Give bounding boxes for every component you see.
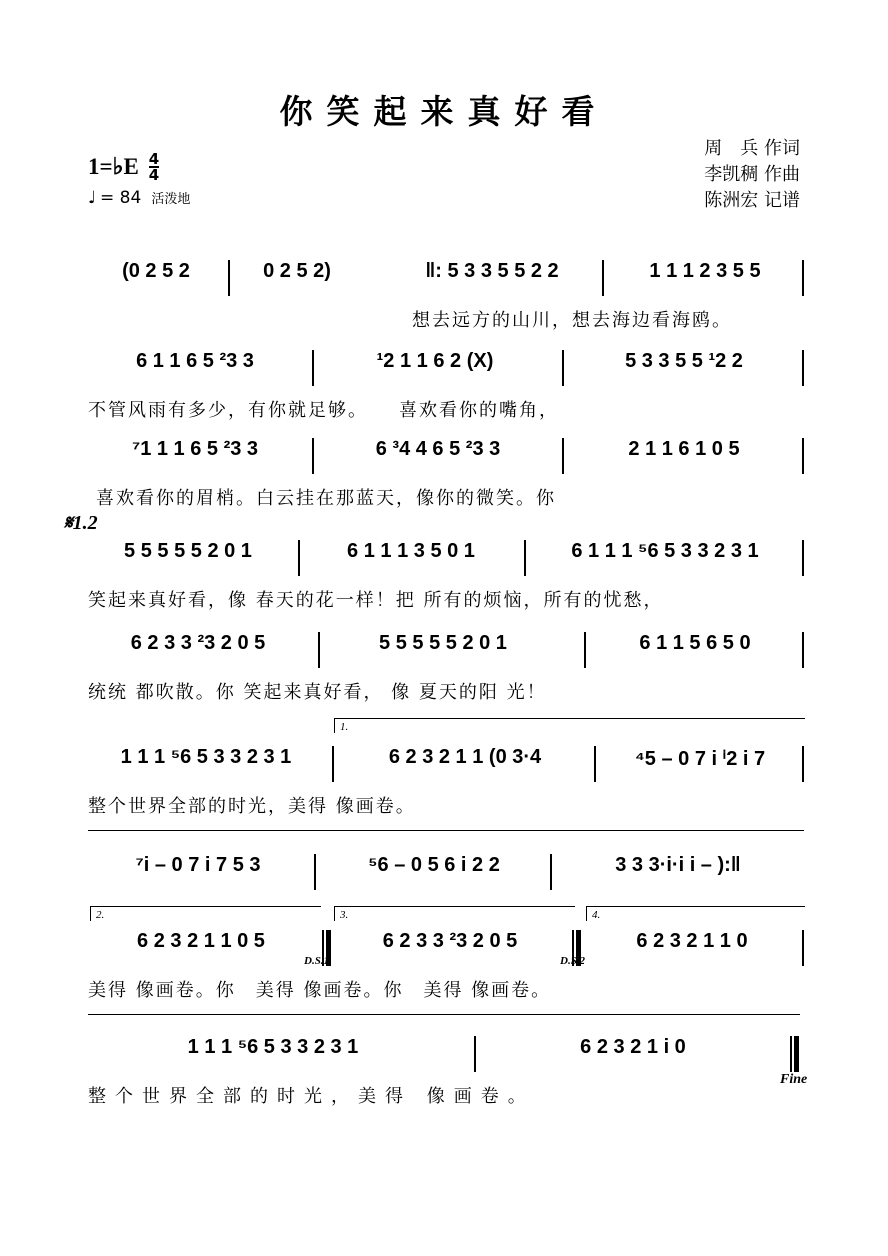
- measure: 5 5 5 5 5 2 0 1: [124, 540, 252, 562]
- measure: 5 3 3 5 5 ¹2 2: [625, 350, 743, 372]
- measure: 0 2 5 2): [263, 260, 331, 282]
- measure: 3 3 3·i·i i – ):‖: [615, 854, 741, 876]
- lyrics-line: 不管风雨有多少，有你就足够。 喜欢看你的嘴角，: [88, 400, 559, 421]
- barline: [332, 746, 334, 782]
- transcriber-credit: 陈洲宏 记谱: [704, 190, 800, 211]
- score-row-9: [88, 1036, 804, 1106]
- measure: 6 ³4 4 6 5 ²3 3: [375, 438, 501, 460]
- lyrics-line: 整个世界全部的时光，美得 像画卷。: [88, 1086, 535, 1107]
- score-row-7: [88, 854, 804, 900]
- measure: 6 2 3 3 ²3 2 0 5: [130, 632, 266, 654]
- measure: ⁷1 1 1 6 5 ²3 3: [131, 438, 259, 460]
- tempo-value: = 84: [100, 188, 142, 208]
- segno-mark: 𝄋1.2: [64, 512, 98, 534]
- volta-bracket-1: [334, 718, 805, 733]
- time-sig-bottom: 4: [148, 166, 160, 184]
- tempo-marking: [88, 188, 190, 208]
- barline: [312, 350, 314, 386]
- measure: 6 2 3 2 1 1 0: [636, 930, 748, 952]
- barline: [802, 438, 804, 474]
- score-row-2: [88, 350, 804, 420]
- measure: 6 1 1 5 6 5 0: [639, 632, 751, 654]
- measure: 2 1 1 6 1 0 5: [628, 438, 740, 460]
- lyrics-line: 喜欢看你的眉梢。白云挂在那蓝天，像你的微笑。你: [96, 488, 556, 509]
- volta-label: 4.: [592, 909, 601, 921]
- barline: [584, 632, 586, 668]
- music-line: [88, 854, 804, 894]
- measure: ⁷i – 0 7 i 7 5 3: [135, 854, 261, 876]
- measure: ⁵6 – 0 5 6 i 2 2: [368, 854, 500, 876]
- final-barline: [790, 1036, 799, 1072]
- lyrics-line: 美得 像画卷。你 美得 像画卷。你 美得 像画卷。: [88, 980, 552, 1001]
- measure: 1 1 1 ⁵6 5 3 3 2 3 1: [120, 746, 292, 768]
- music-line: [88, 350, 804, 390]
- score-row-1: [88, 260, 804, 330]
- volta-bracket-4: [586, 906, 805, 921]
- music-line: [88, 1036, 804, 1076]
- barline: [802, 260, 804, 296]
- volta-label: 3.: [340, 909, 349, 921]
- lyricist-credit: 周 兵 作词: [704, 138, 800, 159]
- barline: [802, 350, 804, 386]
- key-and-tempo: [88, 152, 190, 208]
- measure: 6 2 3 2 1 i 0: [580, 1036, 686, 1058]
- barline: [802, 540, 804, 576]
- score-row-6: [88, 746, 804, 816]
- quarter-note-icon: ♩: [88, 188, 97, 208]
- measure: 6 2 3 2 1 1 0 5: [137, 930, 265, 952]
- barline: [562, 350, 564, 386]
- volta-continuation-line: [88, 830, 804, 831]
- music-line: [88, 260, 804, 300]
- barline: [602, 260, 604, 296]
- measure: 1 1 1 2 3 5 5: [649, 260, 761, 282]
- key-signature: [88, 152, 190, 182]
- volta-bracket-3: [334, 906, 575, 921]
- time-sig-top: 4: [148, 150, 160, 168]
- barline: [802, 746, 804, 782]
- measure: ¹2 1 1 6 2 (X): [376, 350, 494, 372]
- barline: [298, 540, 300, 576]
- measure: 6 2 3 2 1 1 (0 3·4: [388, 746, 542, 768]
- measure: 6 1 1 6 5 ²3 3: [136, 350, 254, 372]
- volta-label: 1.: [340, 721, 349, 733]
- barline: [524, 540, 526, 576]
- barline: [562, 438, 564, 474]
- barline: [318, 632, 320, 668]
- time-signature: [149, 152, 159, 182]
- barline: [474, 1036, 476, 1072]
- barline: [802, 930, 804, 966]
- music-line: [88, 746, 804, 786]
- key-label: 1=♭E: [88, 154, 139, 179]
- barline: [594, 746, 596, 782]
- barline: [802, 632, 804, 668]
- composer-credit: 李凯稠 作曲: [704, 164, 800, 185]
- volta-label: 2.: [96, 909, 105, 921]
- score-row-5: [88, 632, 804, 702]
- tempo-style: 活泼地: [151, 192, 191, 207]
- section-line: [88, 1014, 800, 1015]
- score-row-3: [88, 438, 804, 508]
- score-row-4: [88, 540, 804, 610]
- lyrics-line: 统统 都吹散。你 笑起来真好看， 像 夏天的阳 光！: [88, 682, 547, 703]
- ds1-mark: D.S.1: [304, 955, 330, 967]
- song-title: 你笑起来真好看: [279, 92, 609, 131]
- measure: ‖: 5 3 3 5 5 2 2: [425, 260, 559, 282]
- measure: ⁴5 – 0 7 i ⁱ2 i 7: [634, 748, 766, 770]
- measure: 5 5 5 5 5 2 0 1: [379, 632, 507, 654]
- barline: [312, 438, 314, 474]
- score-row-8: [88, 930, 804, 1000]
- barline: [550, 854, 552, 890]
- measure: 1 1 1 ⁵6 5 3 3 2 3 1: [187, 1036, 359, 1058]
- measure: 6 2 3 3 ²3 2 0 5: [382, 930, 518, 952]
- fine-mark: Fine: [780, 1072, 808, 1087]
- lyrics-line: 笑起来真好看，像 春天的花一样！把 所有的烦恼，所有的忧愁，: [88, 590, 664, 611]
- volta-bracket-2: [90, 906, 321, 921]
- lyrics-line: 整个世界全部的时光，美得 像画卷。: [88, 796, 416, 817]
- ds2-mark: D.S.2: [560, 955, 586, 967]
- measure: 6 1 1 1 3 5 0 1: [347, 540, 475, 562]
- lyrics-line: 想去远方的山川，想去海边看海鸥。: [412, 310, 732, 331]
- music-line: [88, 438, 804, 478]
- music-line: [88, 540, 804, 580]
- barline: [228, 260, 230, 296]
- credits: [704, 136, 800, 214]
- measure: (0 2 5 2: [122, 260, 190, 282]
- music-line: [88, 632, 804, 672]
- measure: 6 1 1 1 ⁵6 5 3 3 2 3 1: [571, 540, 759, 562]
- music-line: [88, 930, 804, 970]
- barline: [314, 854, 316, 890]
